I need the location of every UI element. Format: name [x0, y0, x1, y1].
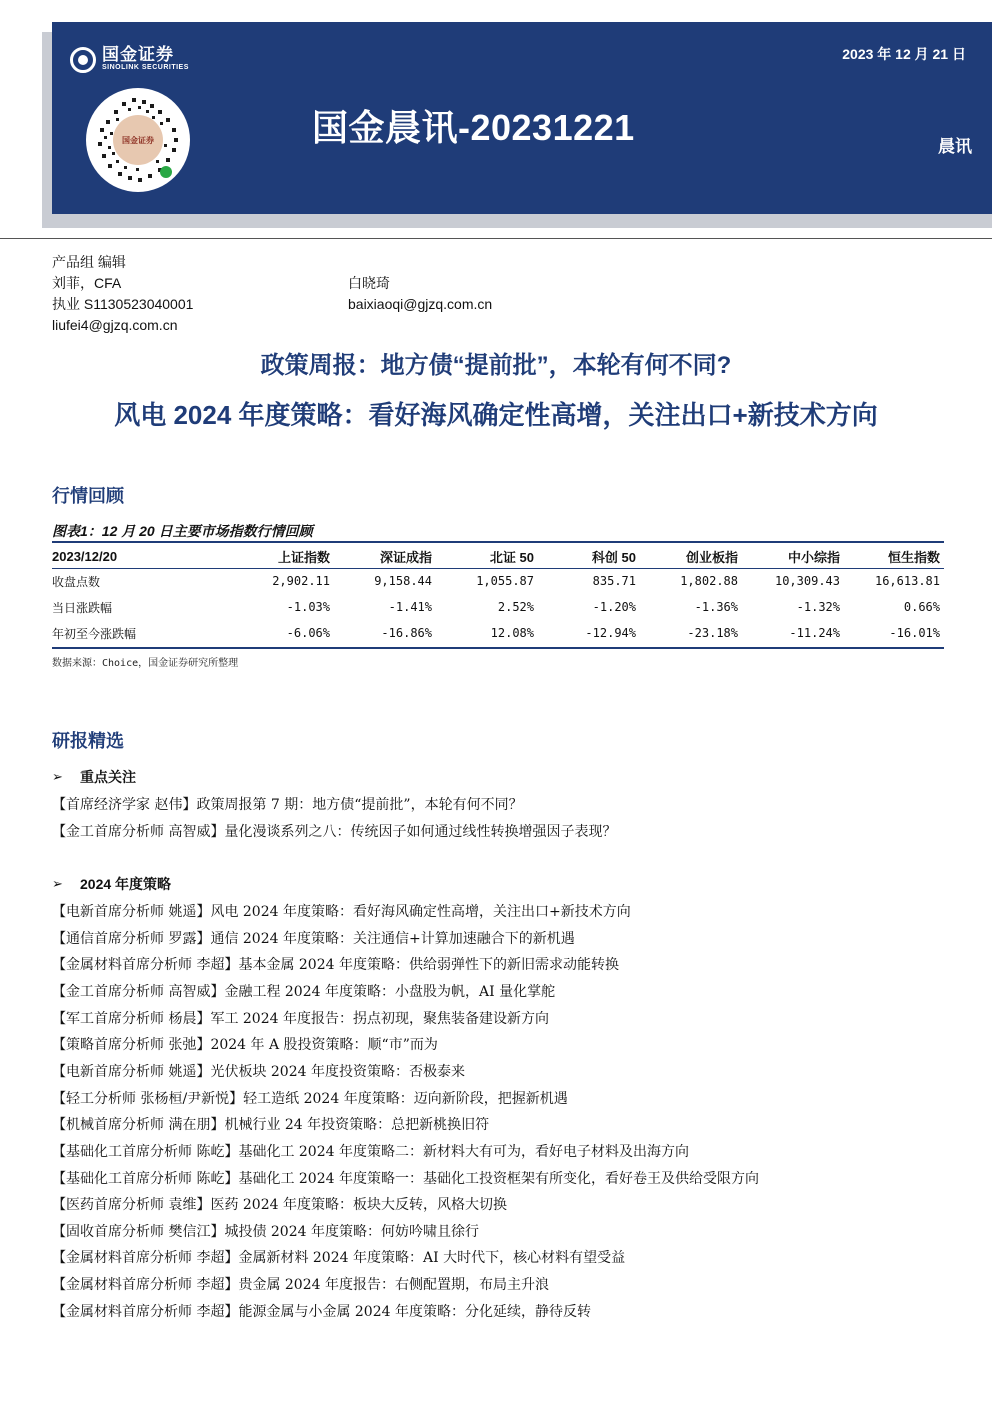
report-item[interactable]: 【通信首席分析师 罗露】通信 2024 年度策略：关注通信+计算加速融合下的新机遇: [52, 931, 575, 947]
report-item[interactable]: 【基础化工首席分析师 陈屹】基础化工 2024 年度策略一：基础化工投资框架有所变化，看好卷王及供给受限方向: [52, 1171, 759, 1187]
report-item[interactable]: 【金属材料首席分析师 李超】能源金属与小金属 2024 年度策略：分化延续，静待反转: [52, 1304, 591, 1320]
table-cell: 12.08%: [490, 626, 534, 640]
table-row: [52, 594, 944, 620]
report-item[interactable]: 【电新首席分析师 姚遥】光伏板块 2024 年度投资策略：否极泰来: [52, 1064, 465, 1080]
table-cell: 835.71: [592, 574, 636, 588]
table-cell: -16.01%: [889, 626, 940, 640]
table-cell: 10,309.43: [774, 574, 840, 588]
report-item[interactable]: 【医药首席分析师 袁维】医药 2024 年度策略：板块大反转，风格大切换: [52, 1197, 507, 1213]
table-top-rule: [52, 541, 944, 543]
author-block: [52, 252, 193, 336]
report-item[interactable]: 【金属材料首席分析师 李超】贵金属 2024 年度报告：右侧配置期，布局主升浪: [52, 1277, 549, 1293]
report-item[interactable]: 【金属材料首席分析师 李超】金属新材料 2024 年度策略：AI 大时代下，核心材料有望受益: [52, 1250, 626, 1266]
qr-center-badge: [113, 115, 163, 165]
table-cell: -1.03%: [286, 600, 330, 614]
section-title-reports: 研报精选: [52, 731, 124, 751]
table-cell: -1.41%: [388, 600, 432, 614]
market-index-table: [52, 544, 944, 646]
report-item[interactable]: 【轻工分析师 张杨桓/尹新悦】轻工造纸 2024 年度策略：迈向新阶段，把握新机遇: [52, 1091, 568, 1107]
table-caption: 图表1：12 月 20 日主要市场指数行情回顾: [52, 523, 313, 539]
logo-en-text: SINOLINK SECURITIES: [102, 64, 189, 71]
section-title-market: 行情回顾: [52, 486, 124, 506]
table-header-cell: 中小综指: [787, 549, 840, 565]
table-header-row: [52, 544, 944, 568]
report-item[interactable]: 【固收首席分析师 樊信江】城投债 2024 年度策略：何妨吟啸且徐行: [52, 1224, 479, 1240]
table-header-cell: 恒生指数: [887, 549, 940, 565]
logo-cn-text: 国金证券: [102, 45, 174, 64]
table-cell: 年初至今涨跌幅: [52, 626, 137, 641]
table-source-note: 数据来源：Choice，国金证券研究所整理: [52, 658, 239, 669]
table-cell: -16.86%: [381, 626, 432, 640]
report-item[interactable]: 【策略首席分析师 张弛】2024 年 A 股投资策略：顺“市”而为: [52, 1037, 438, 1053]
table-cell: 16,613.81: [874, 574, 940, 588]
table-bottom-rule: [52, 647, 944, 649]
group-title: 重点关注: [80, 769, 136, 785]
group-heading-strategy: [52, 874, 171, 894]
report-date: 2023 年 12 月 21 日: [842, 46, 966, 62]
report-item[interactable]: 【电新首席分析师 姚遥】风电 2024 年度策略：看好海风确定性高增，关注出口+新技术方向: [52, 904, 631, 920]
author2-block: [348, 273, 492, 315]
table-header-cell: 上证指数: [277, 549, 330, 565]
table-cell: -6.06%: [286, 626, 330, 640]
logo-mark-icon: [70, 47, 96, 73]
author-email[interactable]: liufei4@gjzq.com.cn: [52, 317, 178, 333]
table-cell: -12.94%: [585, 626, 636, 640]
table-cell: 9,158.44: [374, 574, 432, 588]
headline-1: 政策周报：地方债“提前批”，本轮有何不同?: [260, 352, 732, 379]
qr-center-label: 国金证券: [122, 135, 154, 145]
table-cell: -11.24%: [789, 626, 840, 640]
table-row: [52, 568, 944, 594]
table-cell: -1.36%: [694, 600, 738, 614]
header-divider: [0, 238, 992, 239]
table-header-cell: 北证 50: [489, 549, 534, 565]
table-header-cell: 科创 50: [591, 549, 636, 565]
report-item[interactable]: 【基础化工首席分析师 陈屹】基础化工 2024 年度策略二：新材料大有可为，看好电子材料及出海方向: [52, 1144, 689, 1160]
group-heading-focus: [52, 767, 136, 787]
author-license: 执业 S1130523040001: [52, 296, 194, 312]
arrow-bullet-icon: ➢: [52, 876, 63, 891]
arrow-bullet-icon: ➢: [52, 769, 63, 784]
company-logo: [70, 46, 189, 73]
table-cell: 2,902.11: [272, 574, 330, 588]
table-row: [52, 620, 944, 646]
report-item[interactable]: 【金工首席分析师 高智威】量化漫谈系列之八：传统因子如何通过线性转换增强因子表现？: [52, 824, 617, 840]
author2-email[interactable]: baixiaoqi@gjzq.com.cn: [348, 296, 493, 312]
table-header-cell: 2023/12/20: [52, 548, 118, 564]
table-header-cell: 深证成指: [379, 549, 432, 565]
author-name: 刘菲，CFA: [52, 275, 122, 291]
table-cell: -1.20%: [592, 600, 636, 614]
table-cell: 收盘点数: [52, 574, 101, 589]
table-header-cell: 创业板指: [685, 549, 738, 565]
table-cell: -1.32%: [796, 600, 840, 614]
report-item[interactable]: 【军工首席分析师 杨晨】军工 2024 年度报告：拐点初现，聚焦装备建设新方向: [52, 1011, 549, 1027]
report-item[interactable]: 【机械首席分析师 满在朋】机械行业 24 年投资策略：总把新桃换旧符: [52, 1117, 490, 1133]
report-title: 国金晨讯-20231221: [312, 107, 635, 148]
report-type-label: 晨讯: [938, 137, 972, 156]
table-cell: 0.66%: [903, 600, 940, 614]
report-item[interactable]: 【首席经济学家 赵伟】政策周报第 7 期：地方债“提前批”，本轮有何不同？: [52, 797, 523, 813]
table-cell: 1,802.88: [680, 574, 738, 588]
table-cell: 当日涨跌幅: [52, 600, 113, 615]
author-group: 产品组 编辑: [52, 254, 126, 270]
headline-2: 风电 2024 年度策略：看好海风确定性高增，关注出口+新技术方向: [114, 400, 878, 430]
report-item[interactable]: 【金属材料首席分析师 李超】基本金属 2024 年度策略：供给弱弹性下的新旧需求动能转换: [52, 957, 619, 973]
table-cell: -23.18%: [687, 626, 738, 640]
report-item[interactable]: 【金工首席分析师 高智威】金融工程 2024 年度策略：小盘股为帆，AI 量化掌舵: [52, 984, 556, 1000]
author2-name: 白晓琦: [348, 275, 390, 291]
group-title: 2024 年度策略: [80, 876, 172, 892]
table-cell: 1,055.87: [476, 574, 534, 588]
table-cell: 2.52%: [497, 600, 534, 614]
